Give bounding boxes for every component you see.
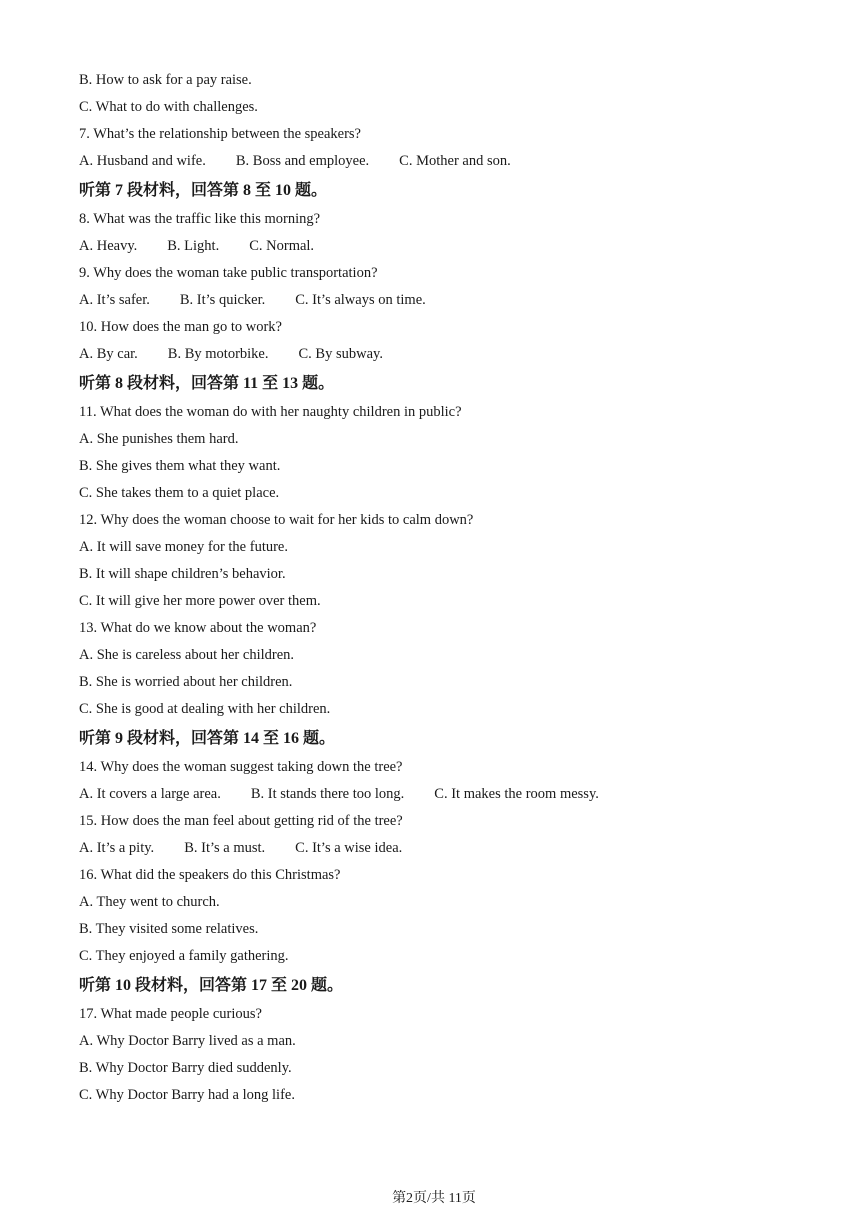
answer-options-row (79, 341, 839, 368)
answer-option: A. It’s safer. (79, 292, 150, 308)
document-body (79, 67, 839, 1109)
question-text: 10. How does the man go to work? (79, 319, 282, 335)
answer-option: C. It’s always on time. (295, 292, 426, 308)
answer-option: B. Boss and employee. (235, 153, 370, 169)
section-heading: 听第 10 段材料，回答第 17 至 20 题。 (79, 977, 344, 994)
section-heading: 听第 8 段材料，回答第 11 至 13 题。 (79, 375, 335, 392)
answer-option: B. It’s a must. (184, 840, 266, 856)
answer-option: C. Normal. (249, 238, 315, 254)
question-text: 15. How does the man feel about getting rid of the tree? (79, 813, 403, 829)
answer-option: B. Why Doctor Barry died suddenly. (79, 1060, 292, 1076)
answer-option: A. They went to church. (79, 894, 220, 910)
question-text: 9. Why does the woman take public transportation? (79, 265, 378, 281)
answer-option: A. Why Doctor Barry lived as a man. (79, 1033, 296, 1049)
answer-options-row (79, 287, 839, 314)
answer-option: C. What to do with challenges. (79, 99, 258, 115)
question-text: 13. What do we know about the woman? (79, 620, 317, 636)
question-text: 11. What does the woman do with her naughty children in public? (79, 404, 462, 420)
answer-option: B. It’s quicker. (179, 292, 266, 308)
answer-option: C. It makes the room messy. (434, 786, 599, 802)
question-text: 17. What made people curious? (79, 1006, 262, 1022)
answer-option: C. It will give her more power over them. (79, 593, 321, 609)
answer-option: A. Husband and wife. (79, 153, 206, 169)
question-text: 14. Why does the woman suggest taking down the tree? (79, 759, 403, 775)
answer-options-row (79, 781, 839, 808)
answer-option: B. It stands there too long. (250, 786, 405, 802)
question-text: 16. What did the speakers do this Christmas? (79, 867, 341, 883)
answer-options-row (79, 835, 839, 862)
answer-option: B. How to ask for a pay raise. (79, 72, 252, 88)
answer-option: A. Heavy. (79, 238, 138, 254)
answer-option: C. She is good at dealing with her children. (79, 701, 331, 717)
answer-option: B. By motorbike. (167, 346, 269, 362)
answer-option: B. She gives them what they want. (79, 458, 281, 474)
answer-option: C. By subway. (298, 346, 383, 362)
answer-option: B. She is worried about her children. (79, 674, 293, 690)
question-text: 8. What was the traffic like this morning? (79, 211, 321, 227)
page-footer: 第2页/共 11页 (392, 1191, 476, 1206)
answer-option: B. It will shape children’s behavior. (79, 566, 286, 582)
answer-options-row (79, 148, 839, 175)
section-heading: 听第 9 段材料，回答第 14 至 16 题。 (79, 730, 336, 747)
answer-option: B. They visited some relatives. (79, 921, 259, 937)
section-heading: 听第 7 段材料，回答第 8 至 10 题。 (79, 182, 328, 199)
answer-option: A. She is careless about her children. (79, 647, 295, 663)
answer-option: A. It’s a pity. (79, 840, 155, 856)
answer-option: C. They enjoyed a family gathering. (79, 948, 289, 964)
answer-option: B. Light. (167, 238, 220, 254)
answer-option: C. Why Doctor Barry had a long life. (79, 1087, 295, 1103)
answer-option: A. She punishes them hard. (79, 431, 239, 447)
answer-option: C. Mother and son. (399, 153, 511, 169)
answer-option: A. It will save money for the future. (79, 539, 288, 555)
answer-option: C. It’s a wise idea. (295, 840, 403, 856)
question-text: 12. Why does the woman choose to wait for her kids to calm down? (79, 512, 474, 528)
answer-option: A. By car. (79, 346, 138, 362)
question-text: 7. What’s the relationship between the speakers? (79, 126, 361, 142)
answer-options-row (79, 233, 839, 260)
answer-option: A. It covers a large area. (79, 786, 221, 802)
answer-option: C. She takes them to a quiet place. (79, 485, 280, 501)
